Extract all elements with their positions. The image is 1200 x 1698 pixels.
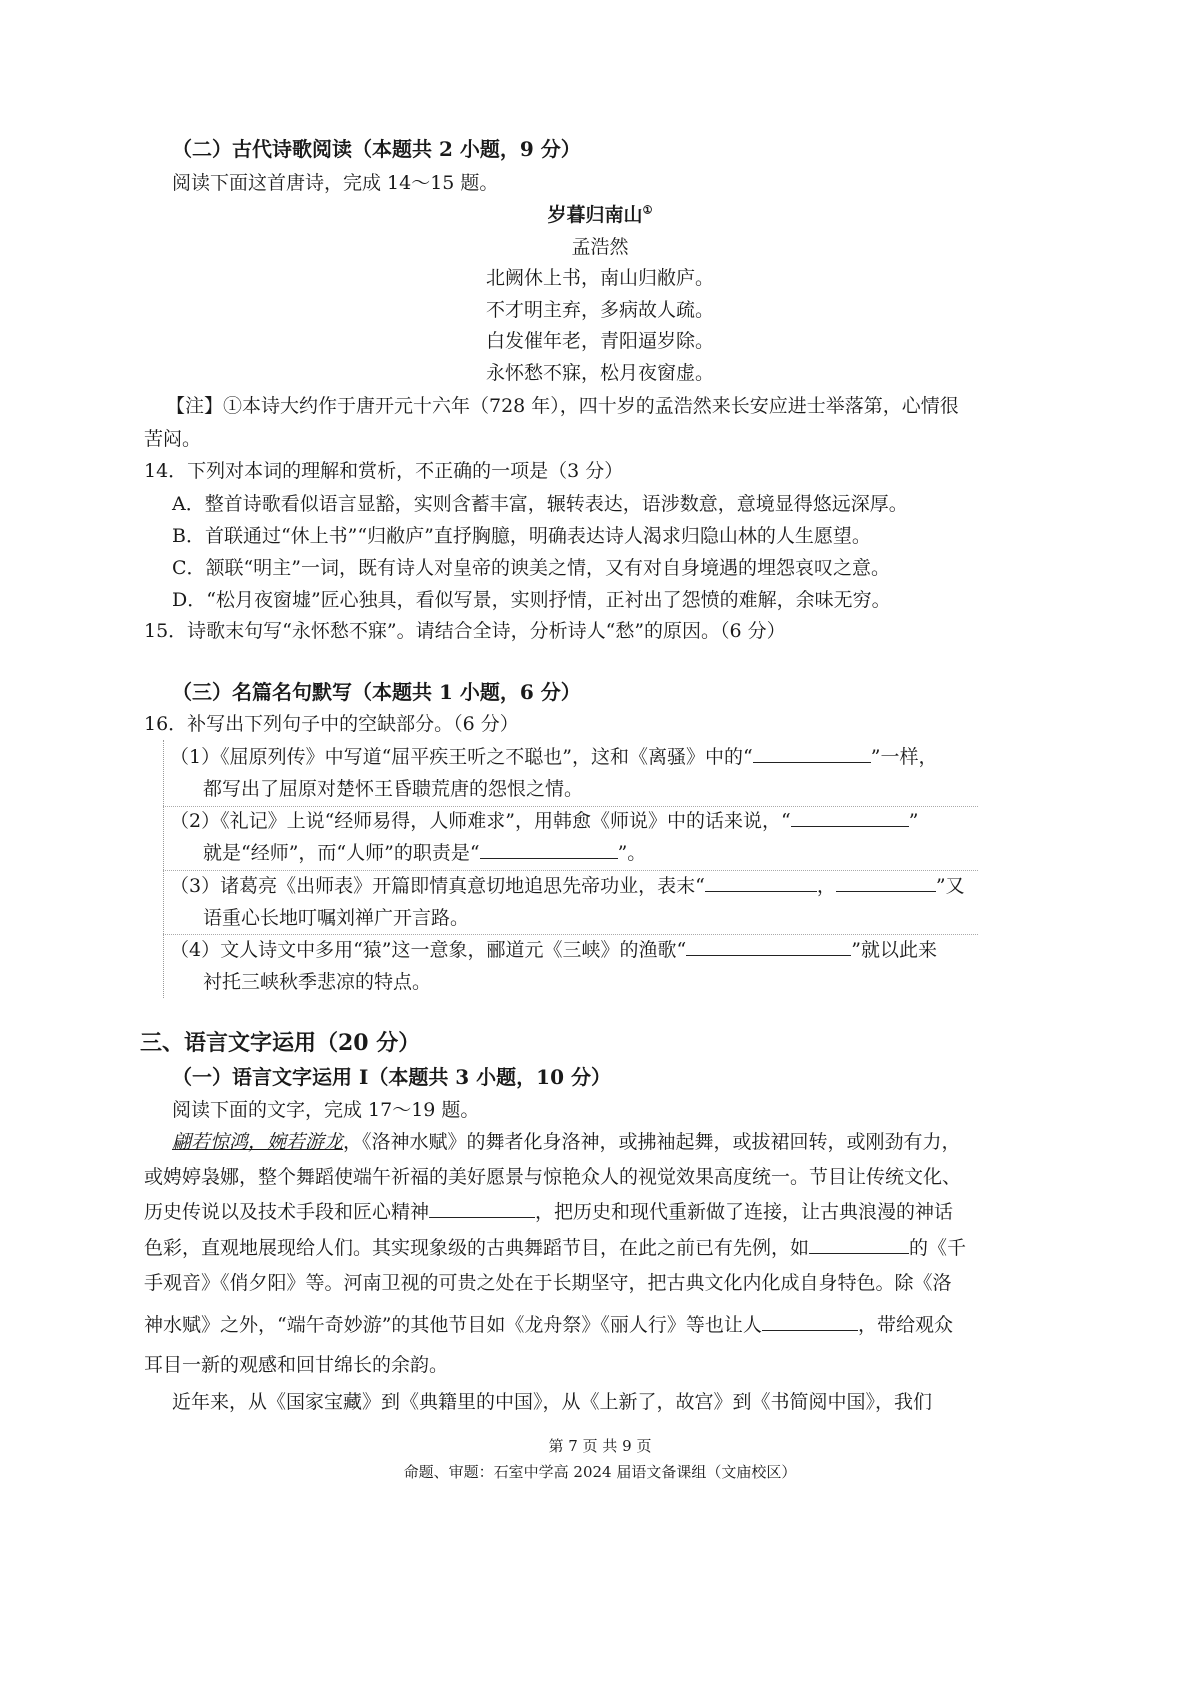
fill-item-3 bbox=[170, 873, 965, 899]
passage-line: 或娉婷袅娜，整个舞蹈使端午祈福的美好愿景与惊艳众人的视觉效果高度统一。节目让传统文化、 bbox=[144, 1166, 962, 1188]
instruction-text: 阅读下面的文字，完成 17～19 题。 bbox=[172, 1099, 480, 1121]
passage-text: ，《洛神水赋》的舞者化身洛神，或拂袖起舞，或拔裙回转，或刚劲有力， bbox=[343, 1131, 961, 1153]
answer-blank[interactable] bbox=[753, 744, 871, 763]
answer-blank[interactable] bbox=[705, 873, 817, 892]
underlined-phrase: 翩若惊鸿，婉若游龙 bbox=[172, 1131, 344, 1153]
item-text: ”一样， bbox=[870, 746, 938, 768]
fill-item-4 bbox=[170, 937, 937, 963]
instruction-text: 阅读下面这首唐诗，完成 14～15 题。 bbox=[172, 172, 499, 194]
passage-line bbox=[172, 1129, 961, 1155]
divider bbox=[163, 934, 978, 935]
footnote-marker: ① bbox=[642, 203, 653, 217]
passage-line bbox=[144, 1235, 966, 1261]
passage-line: 手观音》《俏夕阳》等。河南卫视的可贵之处在于长期坚守，把古典文化内化成自身特色。除《洛 bbox=[144, 1272, 952, 1294]
answer-blank[interactable] bbox=[762, 1312, 858, 1331]
dotted-margin bbox=[163, 740, 164, 998]
passage-text: ，把历史和现代重新做了连接，让古典浪漫的神话 bbox=[535, 1201, 954, 1223]
poem-line: 白发催年老，青阳逼岁除。 bbox=[485, 330, 714, 352]
item-text: （1）《屈原列传》中写道“屈平疾王听之不聪也”，这和《离骚》中的“ bbox=[170, 746, 753, 768]
poem-title bbox=[0, 202, 1200, 228]
passage-text: 神水赋》之外，“端午奇妙游”的其他节目如《龙舟祭》《丽人行》等也让人 bbox=[144, 1314, 762, 1336]
answer-blank[interactable] bbox=[791, 808, 909, 827]
answer-blank[interactable] bbox=[686, 937, 851, 956]
poem-author: 孟浩然 bbox=[571, 236, 629, 258]
item-text: ”又 bbox=[935, 875, 965, 897]
option-a: A．整首诗歌看似语言显豁，实则含蓄丰富，辗转表达，语涉数意，意境显得悠远深厚。 bbox=[172, 493, 908, 515]
item-text: ” bbox=[908, 810, 919, 832]
question-16: 16．补写出下列句子中的空缺部分。（6 分） bbox=[144, 713, 519, 735]
section-heading-poetry: （二）古代诗歌阅读（本题共 2 小题，9 分） bbox=[172, 137, 581, 161]
passage-line: 耳目一新的观感和回甘绵长的余韵。 bbox=[144, 1354, 449, 1376]
poem-line: 永怀愁不寐，松月夜窗虚。 bbox=[485, 362, 714, 384]
option-b: B．首联通过“休上书”“归敝庐”直抒胸臆，明确表达诗人渴求归隐山林的人生愿望。 bbox=[172, 525, 871, 547]
option-d: D．“松月夜窗墟”匠心独具，看似写景，实则抒情，正衬出了怨愤的难解，余味无穷。 bbox=[172, 589, 891, 611]
poem-note: 【注】①本诗大约作于唐开元十六年（728 年），四十岁的孟浩然来长安应进士举落第，心情很 bbox=[166, 395, 959, 417]
item-text: ”。 bbox=[617, 842, 647, 864]
fill-item-2 bbox=[170, 808, 918, 834]
answer-blank[interactable] bbox=[809, 1235, 909, 1254]
fill-item-1 bbox=[170, 744, 937, 770]
fill-item-4-cont: 衬托三峡秋季悲凉的特点。 bbox=[203, 971, 432, 993]
passage-text: ，带给观众 bbox=[857, 1314, 953, 1336]
option-c: C．颔联“明主”一词，既有诗人对皇帝的谀美之情，又有对自身境遇的埋怨哀叹之意。 bbox=[172, 557, 890, 579]
item-text: （3）诸葛亮《出师表》开篇即情真意切地追思先帝功业，表末“ bbox=[170, 875, 705, 897]
item-text: ”就以此来 bbox=[851, 939, 937, 961]
footer-credit: 命题、审题：石室中学高 2024 届语文备课组（文庙校区） bbox=[403, 1463, 797, 1481]
answer-blank[interactable] bbox=[480, 840, 618, 859]
poem-note-cont: 苦闷。 bbox=[144, 428, 202, 450]
passage-line bbox=[144, 1312, 953, 1338]
divider bbox=[163, 870, 978, 871]
page-number: 第 7 页 共 9 页 bbox=[548, 1437, 652, 1455]
subsection-heading: （一）语言文字运用 I（本题共 3 小题，10 分） bbox=[172, 1065, 611, 1089]
passage-line: 近年来，从《国家宝藏》到《典籍里的中国》，从《上新了，故宫》到《书简阅中国》，我们 bbox=[172, 1391, 933, 1413]
poem-line: 不才明主弃，多病故人疏。 bbox=[485, 299, 714, 321]
answer-blank[interactable] bbox=[836, 873, 936, 892]
divider bbox=[163, 806, 978, 807]
fill-item-1-cont: 都写出了屈原对楚怀王昏聩荒唐的怨恨之情。 bbox=[203, 778, 584, 800]
item-text: （2）《礼记》上说“经师易得，人师难求”，用韩愈《师说》中的话来说，“ bbox=[170, 810, 791, 832]
fill-item-3-cont: 语重心长地叮嘱刘禅广开言路。 bbox=[203, 907, 470, 929]
item-text: 就是“经师”，而“人师”的职责是“ bbox=[203, 842, 480, 864]
passage-line bbox=[144, 1199, 953, 1225]
passage-text: 的《千 bbox=[909, 1237, 967, 1259]
section-heading-recitation: （三）名篇名句默写（本题共 1 小题，6 分） bbox=[172, 680, 581, 704]
question-15: 15．诗歌末句写“永怀愁不寐”。请结合全诗，分析诗人“愁”的原因。（6 分） bbox=[144, 620, 786, 642]
passage-text: 色彩，直观地展现给人们。其实现象级的古典舞蹈节目，在此之前已有先例，如 bbox=[144, 1237, 810, 1259]
item-text: （4）文人诗文中多用“猿”这一意象，郦道元《三峡》的渔歌“ bbox=[170, 939, 687, 961]
fill-item-2-cont bbox=[203, 840, 646, 866]
part-heading: 三、语言文字运用（20 分） bbox=[140, 1030, 421, 1056]
passage-text: 历史传说以及技术手段和匠心精神 bbox=[144, 1201, 430, 1223]
answer-blank[interactable] bbox=[429, 1199, 535, 1218]
question-14: 14．下列对本词的理解和赏析，不正确的一项是（3 分） bbox=[144, 460, 624, 482]
poem-title-text: 岁暮归南山 bbox=[547, 204, 643, 226]
poem-line: 北阙休上书，南山归敝庐。 bbox=[485, 267, 714, 289]
item-text: ， bbox=[816, 875, 836, 897]
